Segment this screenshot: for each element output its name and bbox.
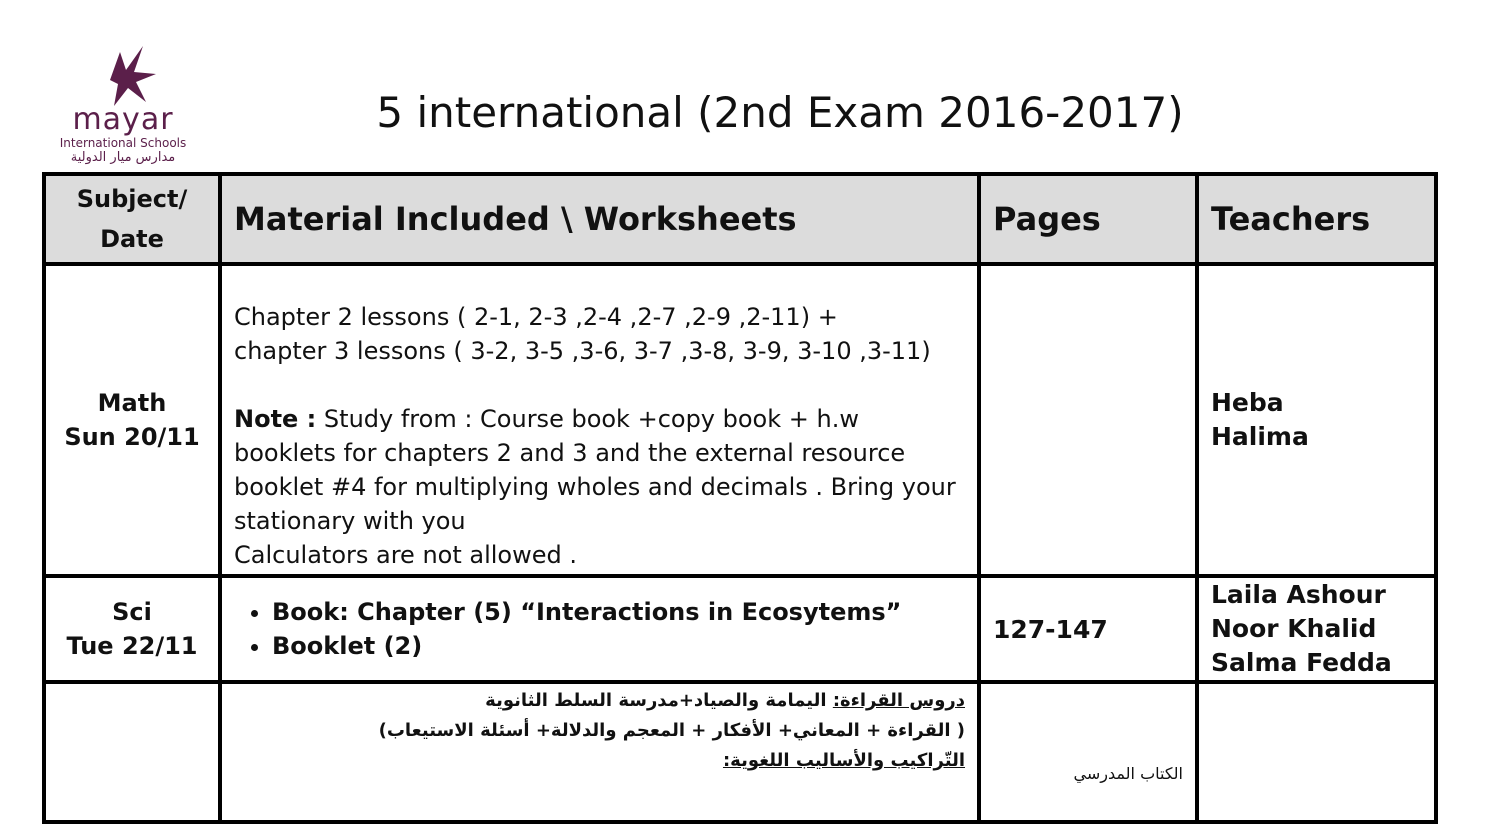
arabic-line1 — [234, 686, 965, 716]
sci-teachers-cell — [1197, 576, 1436, 682]
sci-subject: Sci — [112, 598, 152, 626]
list-item: • Book: Chapter (5) “Interactions in Ecosytems” — [272, 595, 965, 629]
exam-schedule-table — [42, 172, 1438, 824]
math-material-cell — [220, 264, 979, 576]
math-subject: Math — [97, 389, 167, 417]
table-row-sci — [44, 576, 1436, 682]
sci-subject-cell — [44, 576, 220, 682]
header-subject: Subject/ — [76, 185, 188, 213]
math-line1: Chapter 2 lessons ( 2-1, 2-3 ,2-4 ,2-7 ,2-9 ,2-11) + — [234, 303, 838, 331]
sci-pages-cell: 127-147 — [979, 576, 1197, 682]
arabic-pages: الكتاب المدرسي — [1073, 764, 1183, 783]
sci-teacher-1: Laila Ashour — [1211, 580, 1386, 609]
sci-teacher-2: Noor Khalid — [1211, 614, 1377, 643]
logo-brand: mayar — [72, 102, 174, 137]
document-title: 5 international (2nd Exam 2016-2017) — [376, 88, 1184, 137]
math-teacher-2: Halima — [1211, 422, 1309, 451]
logo-subtitle: International Schools — [59, 136, 187, 150]
logo-arabic: مدارس ميار الدولية — [70, 150, 176, 165]
arabic-subject-cell — [44, 682, 220, 822]
table-row-math — [44, 264, 1436, 576]
math-date: Sun 20/11 — [64, 423, 200, 451]
header-material: Material Included \ Worksheets — [220, 174, 979, 264]
header-date: Date — [100, 225, 164, 253]
arabic-pages-cell — [979, 682, 1197, 822]
math-pages-cell — [979, 264, 1197, 576]
arabic-material-cell — [220, 682, 979, 822]
list-item: • Booklet (2) — [272, 629, 965, 663]
arabic-line3: التّراكيب والأساليب اللغوية: — [722, 750, 965, 771]
sci-teacher-3: Salma Fedda — [1211, 648, 1392, 677]
header-teachers: Teachers — [1197, 174, 1436, 264]
arabic-line1-text: اليمامة والصياد+مدرسة السلط الثانوية — [485, 690, 833, 711]
sci-material-list — [234, 595, 965, 663]
math-teachers-cell — [1197, 264, 1436, 576]
sci-date: Tue 22/11 — [66, 632, 198, 660]
math-note-last: Calculators are not allowed . — [234, 541, 577, 569]
table-row-arabic — [44, 682, 1436, 822]
math-note-label: Note : — [234, 405, 317, 433]
sci-material-cell — [220, 576, 979, 682]
school-logo — [48, 44, 198, 169]
header-pages: Pages — [979, 174, 1197, 264]
header-subject-date — [44, 174, 220, 264]
math-line2: chapter 3 lessons ( 3-2, 3-5 ,3-6, 3-7 ,3-8, 3-9, 3-10 ,3-11) — [234, 337, 931, 365]
math-note-text: Study from : Course book +copy book + h.w booklets for chapters 2 and 3 and the external resource booklet #4 for multiplying wholes and decimals . Bring your stationary with you — [234, 405, 956, 535]
math-teacher-1: Heba — [1211, 388, 1284, 417]
arabic-line2: ( القراءة + المعاني+ الأفكار + المعجم والدلالة+ أسئلة الاستيعاب) — [378, 720, 965, 741]
math-note — [234, 402, 965, 538]
header-row — [44, 174, 1436, 264]
arabic-line1-label: دروس القراءة: — [832, 690, 965, 711]
math-subject-cell — [44, 264, 220, 576]
arabic-teachers-cell — [1197, 682, 1436, 822]
